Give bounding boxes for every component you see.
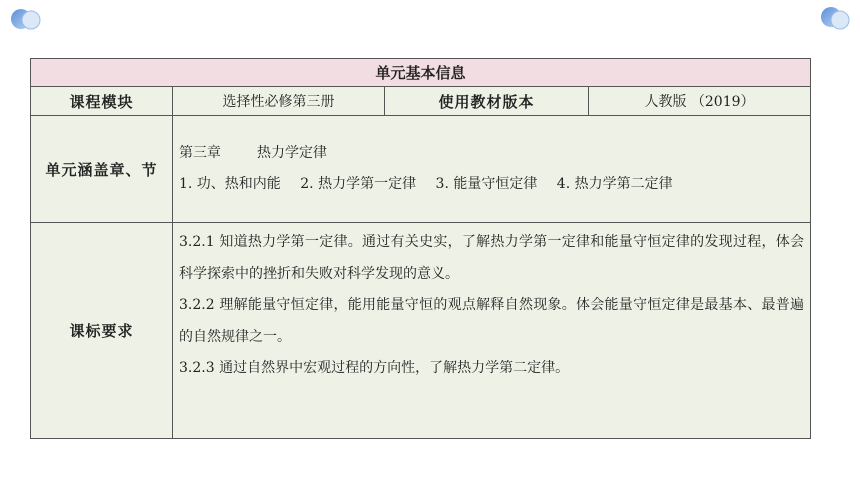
chapters-label: 单元涵盖章、节 — [31, 116, 173, 223]
unit-info-table — [30, 58, 811, 439]
section-item: 3. 能量守恒定律 — [435, 176, 538, 192]
chapter-title — [179, 138, 804, 169]
module-value: 选择性必修第三册 — [173, 87, 385, 116]
chapter-number: 第三章 — [179, 145, 221, 161]
chapters-content — [173, 116, 811, 223]
decorative-circles-icon — [9, 6, 43, 32]
chapter-name: 热力学定律 — [257, 145, 327, 161]
module-label: 课程模块 — [31, 87, 173, 116]
requirements-content — [173, 223, 811, 439]
requirement-item: 3.2.1 知道热力学第一定律。通过有关史实，了解热力学第一定律和能量守恒定律的发现过程，体会科学探索中的挫折和失败对科学发现的意义。 — [179, 234, 805, 282]
section-item: 4. 热力学第二定律 — [556, 176, 673, 192]
textbook-label: 使用教材版本 — [385, 87, 589, 116]
section-item: 2. 热力学第一定律 — [300, 176, 417, 192]
section-item: 1. 功、热和内能 — [179, 176, 281, 192]
section-list — [179, 169, 804, 200]
table-title: 单元基本信息 — [31, 59, 811, 87]
decorative-circles-icon — [818, 6, 852, 32]
textbook-value: 人教版 （2019） — [589, 87, 811, 116]
requirement-item: 3.2.2 理解能量守恒定律，能用能量守恒的观点解释自然现象。体会能量守恒定律是最基本、最普遍的自然规律之一。 — [179, 297, 805, 345]
requirement-item: 3.2.3 通过自然界中宏观过程的方向性，了解热力学第二定律。 — [179, 360, 570, 376]
requirements-label: 课标要求 — [31, 223, 173, 439]
